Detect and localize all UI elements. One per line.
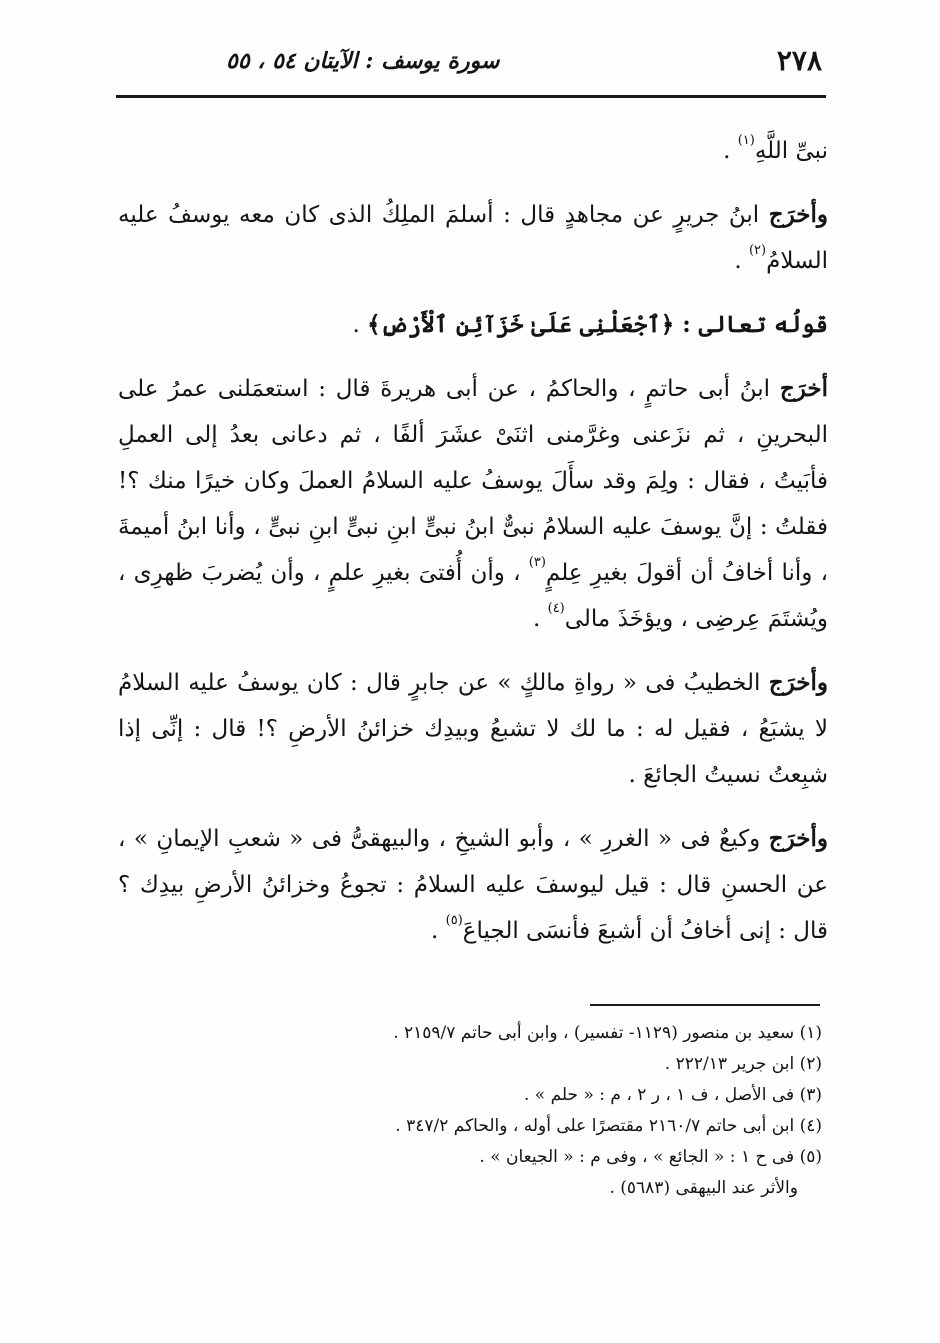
footnote-2: (٢) ابن جرير ٢٢٢/١٣ . xyxy=(664,1054,822,1074)
footnote-marker: (٤) xyxy=(547,601,565,616)
quran-verse: ﴿ٱجْعَلْنِى عَلَىٰ خَزَآئِنِ ٱلْأَرْضِ﴾ xyxy=(367,311,675,338)
footnote-3: (٣) فى الأصل ، ف ١ ، ر ٢ ، م : « حلم » . xyxy=(523,1085,822,1105)
paragraph-tail: . xyxy=(532,606,548,632)
page-header xyxy=(118,44,822,84)
paragraph-text: ابنُ أبى حاتمٍ ، والحاكمُ ، عن أبى هريرةَ قال : استعمَلنى عمرُ على البحرينِ ، ثم نزَعنى وغرَّمنى اثنَىْ عشَرَ ألفًا ، ثم دعانى بعدُ إلى العملِ فأبَيتُ ، فقال : ولِمَ وقد سأَلَ يوسفُ عليه السلامُ العملَ وكان خيرًا منك ؟! فقلتُ : إنَّ يوسفَ عليه السلامُ نبىٌّ ابنُ نبىٍّ ابنِ نبىٍّ ابنِ نبىٍّ ، وأنا ابنُ أميمةَ ، وأنا أخافُ أن أقولَ بغيرِ عِلمٍ xyxy=(118,376,828,586)
main-text xyxy=(118,128,828,972)
paragraph-tail: . xyxy=(734,248,749,274)
paragraph-tail: . xyxy=(431,918,446,944)
paragraph-tail: . xyxy=(723,138,738,164)
footnote-marker: (٣) xyxy=(528,555,546,570)
paragraph-lead: وأخرَج xyxy=(768,201,828,228)
paragraph-text: وكيعٌ فى « الغررِ » ، وأبو الشيخِ ، والبيهقىُّ فى « شعبِ الإيمانِ » ، عن الحسنِ قال : قيل ليوسفَ عليه السلامُ : تجوعُ وخزائنُ الأرضِ بيدِك ؟ قال : إنى أخافُ أن أشبعَ فأنسَى الجياعَ xyxy=(118,826,828,944)
footnote-marker: (٢) xyxy=(748,243,767,258)
paragraph-text: ابنُ جريرٍ عن مجاهدٍ قال : أسلمَ الملِكُ الذى كان معه يوسفُ عليه السلامُ xyxy=(118,202,828,274)
footnote-4: (٤) ابن أبى حاتم ٢١٦٠/٧ مقتصرًا على أوله ، والحاكم ٣٤٧/٢ . xyxy=(395,1116,822,1136)
paragraph-5 xyxy=(118,660,828,798)
paragraph-6 xyxy=(118,816,828,954)
paragraph-lead: وأخرَج xyxy=(768,825,828,852)
footnote-1: (١) سعيد بن منصور (١١٢٩- تفسير) ، وابن أبى حاتم ٢١٥٩/٧ . xyxy=(393,1023,822,1043)
paragraph-text: ، وأن أُفتىَ بغيرِ علمٍ ، وأن يُضربَ ظهرِى ، ويُشتَمَ عِرضِى ، ويؤخَذَ مالى xyxy=(118,560,828,632)
paragraph-text: الخطيبُ فى « رواةِ مالكٍ » عن جابرٍ قال : كان يوسفُ عليه السلامُ لا يشبَعُ ، فقيل له : ما لك لا تشبعُ وبيدِك خزائنُ الأرضِ ؟! قال : إنِّى إذا شبِعتُ نسيتُ الجائعَ . xyxy=(118,670,828,788)
verse-heading xyxy=(118,302,828,348)
paragraph-1 xyxy=(118,128,828,174)
header-divider xyxy=(116,95,826,98)
verse-lead: قولُه تعالى : xyxy=(674,311,828,338)
paragraph-lead: أخرَج xyxy=(779,375,828,402)
footnote-marker: (١) xyxy=(737,133,755,148)
paragraph-text: نبىِّ اللَّهِ xyxy=(754,138,828,164)
paragraph-lead: وأخرَج xyxy=(768,669,828,696)
page-number: ٢٧٨ xyxy=(776,44,822,77)
running-title: سورة يوسف : الآيتان ٥٤ ، ٥٥ xyxy=(226,48,500,74)
paragraph-2 xyxy=(118,192,828,284)
paragraph-tail: . xyxy=(352,312,368,338)
footnote-divider xyxy=(590,1004,820,1006)
footnote-marker: (٥) xyxy=(445,913,463,928)
footnote-5-continuation: والأثر عند البيهقى (٥٦٨٣) . xyxy=(609,1178,798,1198)
footnotes xyxy=(222,1018,822,1204)
footnote-5: (٥) فى ح ١ : « الجائع » ، وفى م : « الجيعان » . xyxy=(479,1147,822,1167)
paragraph-4 xyxy=(118,366,828,642)
